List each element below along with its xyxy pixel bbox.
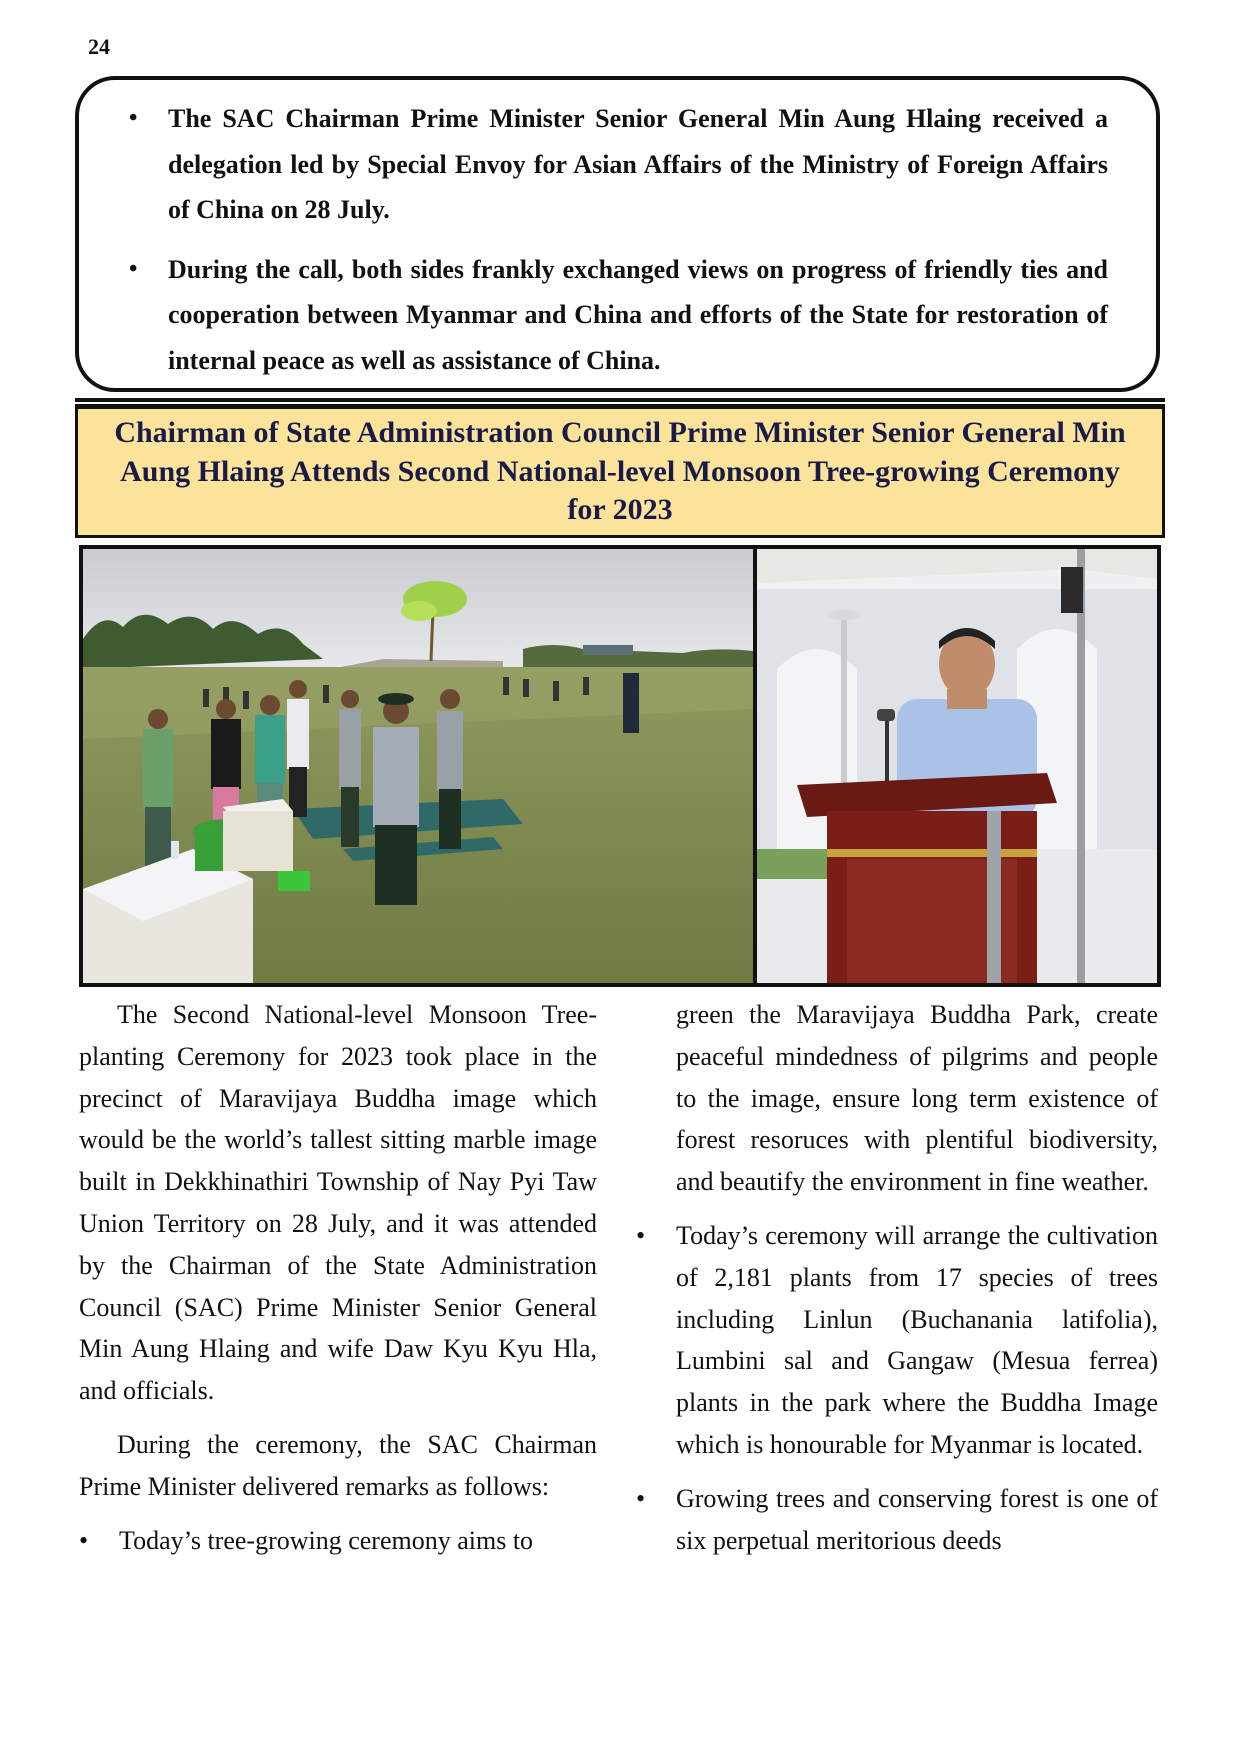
page-number: 24 bbox=[88, 34, 110, 59]
highlight-item bbox=[129, 96, 1108, 233]
highlight-text: During the call, both sides frankly exchanged views on progress of friendly ties and cooperation between Myanmar and China and efforts of the State for restoration of internal peace as well as assistance of China. bbox=[168, 254, 1108, 375]
ceremony-field-photo bbox=[83, 549, 753, 983]
remark-text: Today’s ceremony will arrange the cultivation of 2,181 plants from 17 species of trees including Linlun (Buchanania latifolia), Lumbini sal and Gangaw (Mesua ferrea) plants in the park where the Buddha Image which is honourable for Myanmar is located. bbox=[676, 1220, 1158, 1459]
highlights-list bbox=[129, 96, 1136, 397]
bullet-icon: • bbox=[79, 1525, 89, 1555]
bullet-icon: • bbox=[129, 255, 138, 282]
article-title-box bbox=[75, 406, 1165, 538]
remark-bullet bbox=[79, 1520, 597, 1562]
remark-text: Growing trees and conserving forest is one of six perpetual meritorious deeds bbox=[676, 1483, 1158, 1555]
bullet-icon: • bbox=[636, 1220, 646, 1250]
highlight-item bbox=[129, 247, 1108, 384]
article-column-left bbox=[79, 994, 597, 1573]
section-divider bbox=[75, 398, 1165, 402]
photo-frame bbox=[79, 545, 1161, 987]
remark-text: Today’s tree-growing ceremony aims to bbox=[119, 1525, 534, 1555]
highlights-box bbox=[75, 76, 1160, 392]
remark-bullet bbox=[636, 1478, 1158, 1562]
body-paragraph: The Second National-level Monsoon Tree-planting Ceremony for 2023 took place in the precinct of Maravijaya Buddha image which would be the world’s tallest sitting marble image built in Dekkhinathiri Township of Nay Pyi Taw Union Territory on 28 July, and it was attended by the Chairman of the State Administration Council (SAC) Prime Minister Senior General Min Aung Hlaing and wife Daw Kyu Kyu Hla, and officials. bbox=[79, 1000, 597, 1406]
bullet-icon: • bbox=[129, 105, 138, 131]
body-paragraph-continued: green the Maravijaya Buddha Park, create peaceful mindedness of pilgrims and people to the image, ensure long term existence of forest resoruces with plentiful biodiversity, and beautify the environment in fine weather. bbox=[676, 1000, 1158, 1197]
article-title: Chairman of State Administration Council Prime Minister Senior General Min Aung Hlaing Attends Second National-level Monsoon Tree-growing Ceremony for 2023 bbox=[114, 416, 1126, 527]
article-column-right bbox=[636, 994, 1158, 1573]
bullet-icon: • bbox=[636, 1483, 646, 1513]
speaker-podium-photo bbox=[757, 549, 1157, 983]
remark-bullet bbox=[636, 1215, 1158, 1466]
body-paragraph: During the ceremony, the SAC Chairman Prime Minister delivered remarks as follows: bbox=[79, 1429, 597, 1501]
highlight-text: The SAC Chairman Prime Minister Senior General Min Aung Hlaing received a delegation led by Special Envoy for Asian Affairs of the Ministry of Foreign Affairs of China on 28 July. bbox=[168, 104, 1108, 224]
